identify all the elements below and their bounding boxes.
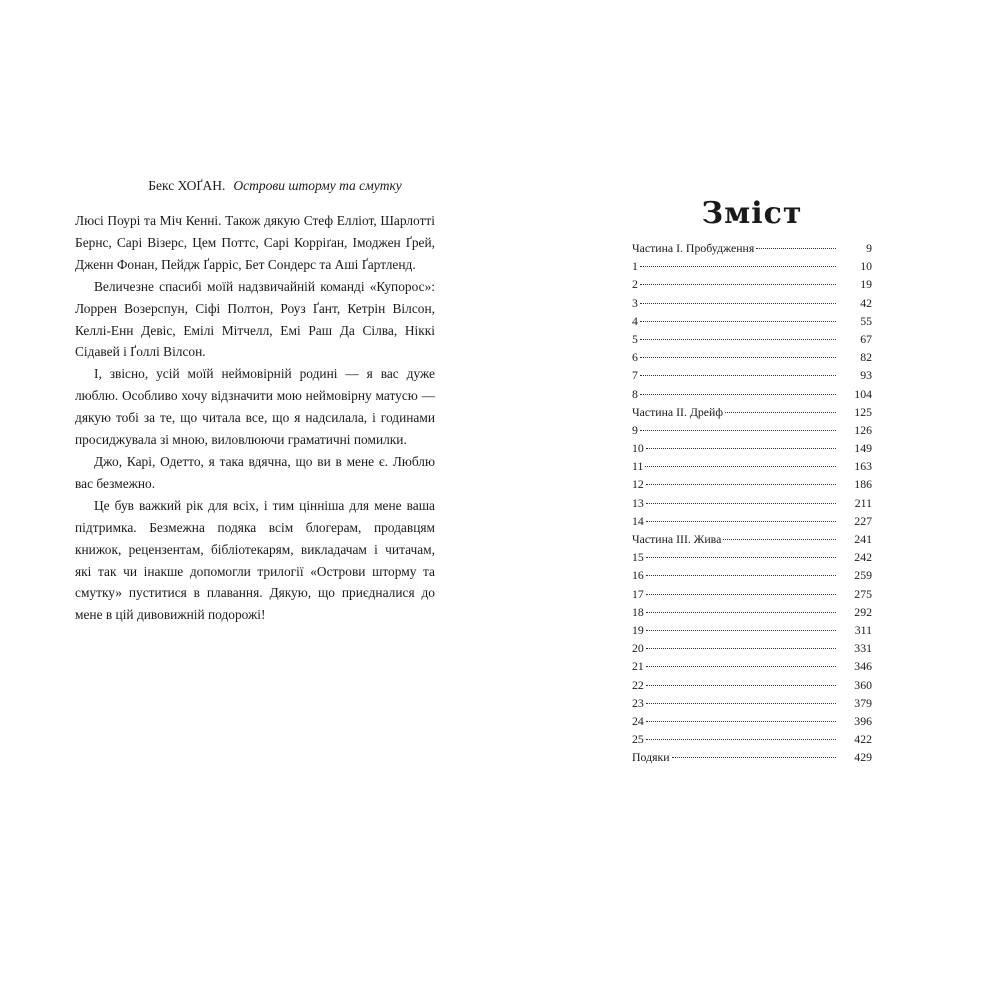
toc-entry-label: 2 [632,277,638,292]
toc-leader-dots [646,739,836,740]
toc-entry-page: 9 [866,241,872,255]
toc-entry[interactable] [632,385,872,403]
toc-leader-dots [640,321,836,322]
toc-entry-label: 24 [632,713,644,728]
toc-entry-label: 1 [632,259,638,274]
toc-entry[interactable] [632,676,872,694]
toc-entry-label: Частина І. Пробудження [632,241,755,255]
toc-leader-dots [646,594,836,595]
toc-entry-page: 104 [854,386,872,401]
toc-leader-dots [646,503,836,504]
toc-entry-page: 125 [854,404,872,419]
running-head-author: Бекс ХОҐАН. [148,178,226,193]
paragraph: Люсі Поурі та Міч Кенні. Також дякую Стеф Елліот, Шарлотті Бернс, Сарі Візерс, Цем Поттс, Сарі Корріґан, Імоджен Ґрей, Дженн Фонан, Пейдж Ґарріс, Бет Сондерс та Аші Ґартленд. [75,213,435,272]
toc-entry-label: 19 [632,622,644,637]
toc-entry[interactable] [632,585,872,603]
toc-entry-label: Частина ІІІ. Жива [632,532,722,546]
right-page [632,196,872,766]
toc-entry[interactable] [632,275,872,293]
toc-entry[interactable] [632,294,872,312]
toc-entry-page: 429 [854,750,872,765]
running-head [115,178,435,194]
toc-leader-dots [640,284,836,285]
toc-entry-label: 9 [632,422,638,437]
toc-entry-label: 22 [632,677,644,692]
toc-entry-page: 82 [860,350,872,365]
left-page [75,178,435,626]
paragraph: І, звісно, усій моїй неймовірній родині — я вас дуже люблю. Особливо хочу відзначити мою неймовірну матусю — дякую тобі за те, що читала все, що я надсилала, і годинами просиджувала зі мною, виловлюючи граматичні помилки. [75,366,435,448]
toc-entry-label: Частина ІІ. Дрейф [632,404,723,419]
toc-entry-page: 422 [854,732,872,747]
toc-leader-dots [646,666,836,667]
toc-entry[interactable] [632,475,872,493]
toc-entry[interactable] [632,603,872,621]
toc-leader-dots [640,266,836,267]
toc-entry[interactable] [632,748,872,766]
toc-entry[interactable] [632,439,872,457]
toc-entry-label: 20 [632,641,644,656]
toc-entry-label: 23 [632,695,644,710]
toc-leader-dots [640,430,836,431]
toc-leader-dots [645,466,836,467]
toc-entry-label: 11 [632,459,644,474]
toc-entry-page: 186 [854,477,872,492]
toc-entry-label: 15 [632,550,644,565]
toc-entry[interactable] [632,657,872,675]
toc-entry-page: 211 [854,495,872,510]
toc-entry-page: 241 [854,532,872,546]
toc-entry-label: 18 [632,604,644,619]
toc-entry-page: 242 [854,550,872,565]
toc-entry[interactable] [632,712,872,730]
toc-entry-label: 12 [632,477,644,492]
toc-entry-label: Подяки [632,750,670,765]
toc-entry[interactable] [632,530,872,548]
toc-entry[interactable] [632,421,872,439]
paragraph: Джо, Карі, Одетто, я така вдячна, що ви в мене є. Люблю вас безмежно. [75,453,435,491]
toc-entry-page: 227 [854,513,872,528]
toc-entry[interactable] [632,457,872,475]
toc-entry[interactable] [632,566,872,584]
toc-entry-label: 16 [632,568,644,583]
toc-entry-page: 42 [860,295,872,310]
toc-leader-dots [725,412,836,413]
toc-entry-page: 10 [860,259,872,274]
toc-leader-dots [646,448,836,449]
toc-leader-dots [672,757,836,758]
toc-entry-page: 67 [860,331,872,346]
toc-entry-page: 331 [854,641,872,656]
toc-leader-dots [756,248,836,249]
toc-entry[interactable] [632,639,872,657]
toc-entry-label: 14 [632,513,644,528]
toc-leader-dots [646,521,836,522]
toc-entry[interactable] [632,239,872,257]
toc-entry-label: 3 [632,295,638,310]
toc-entry-label: 5 [632,331,638,346]
toc-entry-page: 379 [854,695,872,710]
toc-entry[interactable] [632,694,872,712]
paragraph: Величезне спасибі моїй надзвичайній команді «Купорос»: Лоррен Возерспун, Сіфі Полтон, Роуз Ґант, Кетрін Вілсон, Келлі-Енн Девіс, Емілі Мітчелл, Емі Раш Да Сілва, Ніккі Сідавей і Ґоллі Вілсон. [75,278,435,360]
toc-entry[interactable] [632,621,872,639]
toc-entry-page: 275 [854,586,872,601]
toc-leader-dots [646,484,836,485]
toc-leader-dots [723,539,836,540]
toc-leader-dots [646,557,836,558]
paragraph: Це був важкий рік для всіх, і тим цінніша для мене ваша підтримка. Безмежна подяка всім блогерам, продавцям книжок, рецензентам, бібліотекарям, викладачам і читачам, які так чи інакше допомогли трилогії «Острови шторму та смутку» пуститися в плавання. Дякую, що приєдналися до мене в цій дивовижній подорожі! [75,497,435,623]
toc-entry[interactable] [632,330,872,348]
toc-entry-page: 126 [854,422,872,437]
toc-entry[interactable] [632,312,872,330]
toc-leader-dots [646,612,836,613]
toc-entry-page: 396 [854,713,872,728]
toc-entry-page: 346 [854,659,872,674]
toc-entry[interactable] [632,548,872,566]
toc-entry[interactable] [632,512,872,530]
running-head-title: Острови шторму та смутку [233,178,402,193]
toc-entry[interactable] [632,348,872,366]
toc-entry-label: 6 [632,350,638,365]
toc-entry-page: 19 [860,277,872,292]
toc-entry-page: 292 [854,604,872,619]
toc-leader-dots [646,648,836,649]
toc-entry-label: 13 [632,495,644,510]
toc-list [632,239,872,766]
toc-leader-dots [646,575,836,576]
toc-leader-dots [640,357,836,358]
toc-entry-page: 93 [860,368,872,383]
toc-entry-page: 163 [854,459,872,474]
toc-entry-page: 149 [854,441,872,456]
toc-entry-label: 7 [632,368,638,383]
toc-leader-dots [640,339,836,340]
toc-entry-page: 55 [860,313,872,328]
toc-entry-label: 25 [632,732,644,747]
toc-leader-dots [640,303,836,304]
toc-entry-page: 360 [854,677,872,692]
toc-leader-dots [646,703,836,704]
toc-entry[interactable] [632,366,872,384]
toc-entry-label: 8 [632,386,638,401]
toc-leader-dots [646,721,836,722]
toc-entry-label: 17 [632,586,644,601]
toc-leader-dots [640,375,836,376]
toc-entry-page: 259 [854,568,872,583]
toc-entry-label: 4 [632,313,638,328]
toc-entry-label: 10 [632,441,644,456]
toc-leader-dots [646,630,836,631]
toc-entry-page: 311 [854,622,872,637]
toc-entry[interactable] [632,403,872,421]
toc-leader-dots [640,394,836,395]
toc-entry[interactable] [632,494,872,512]
acknowledgements-text [75,210,435,626]
toc-entry-label: 21 [632,659,644,674]
toc-entry[interactable] [632,257,872,275]
toc-heading: Зміст [701,196,803,231]
toc-entry[interactable] [632,730,872,748]
toc-leader-dots [646,685,836,686]
